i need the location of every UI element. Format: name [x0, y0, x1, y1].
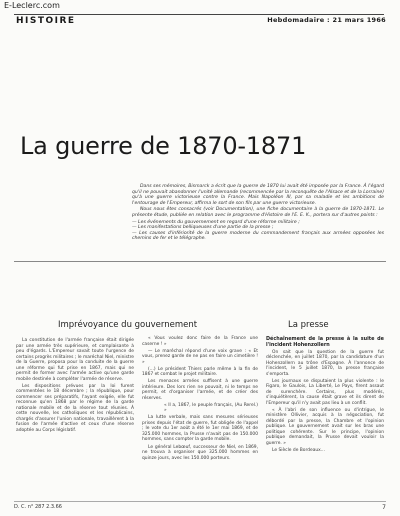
body-paragraph: (...) Le président Thiers parle même à la fin de 1867 et combat le projet militaire.	[142, 366, 258, 378]
body-quote: « Il a, 1867, le peuple français, (Au Rerel.) »	[164, 402, 258, 414]
body-paragraph: Les journaux se disputaient la plus violente : le Figaro, le Gaulois, La Liberté, Le Pays, firent assaut de surenchère. Certains, plus modérés, s'inquiétèrent, la cause était grave et ils dirent de l'Empereur qu'il n'y avait pas lieu à un conflit.	[266, 378, 384, 406]
right-section-heading: La presse	[288, 320, 329, 330]
page-number: 7	[382, 504, 386, 511]
section-lead: Déchaînement de la presse à la suite de l'incident Hohenzollern	[266, 336, 384, 348]
left-column-1	[16, 338, 134, 435]
issue-date: Hebdomadaire : 21 mars 1966	[267, 16, 386, 24]
body-paragraph: — Le maréchal répond d'une voix grave : « Et vous, prenez garde de ne pas en faire un cimetière ! »	[142, 348, 258, 365]
intro-list	[132, 220, 384, 242]
page-title: La guerre de 1870-1871	[20, 132, 307, 160]
right-column	[266, 336, 384, 455]
section-divider	[14, 261, 386, 262]
intro-paragraph: Nous nous êtes consacrés (voir Documentation), une fiche documentaire à la guerre de 1870-1871. Le présente étude, publiée en relation avec le programme d'Histoire de l'E. E. K., portera sur d'autres points :	[132, 207, 384, 218]
body-paragraph: La constitution de l'armée française était dirigée par une armée très supérieure, et complaisante à peu d'égards. L'Empereur savait toute l'urgence de certains progrès militaires ; le maréchal Niel, ministre de la Guerre, proposa pour la conduite de la guerre une réforme qui fut prise en 1867, mais qui ne permit de former avec l'armée active qu'une garde mobile destinée à compléter l'armée de réserve.	[16, 338, 134, 382]
section-label: HISTOIRE	[16, 16, 76, 26]
intro-bullet: — Les causes d'infériorité de la guerre moderne du commandement français aux armées opposées les chemins de fer et le télégraphe.	[132, 230, 384, 242]
body-paragraph: Le Siècle de Bordeaux...	[272, 447, 325, 453]
intro-bullet: — Les manifestations belliqueuses d'une partie de la presse ;	[132, 225, 274, 231]
left-column-2	[142, 336, 258, 463]
footer-rule	[14, 501, 386, 502]
body-paragraph: « Vous voulez donc faire de la France une caserne ! »	[142, 336, 258, 347]
body-paragraph: On sait que la question de la guerre fut déclenchée, en juillet 1870, par la candidature d'un Hohenzollern au trône d'Espagne. À l'annonce de l'incident, le 5 juillet 1870, la presse française s'emporta.	[266, 349, 384, 377]
site-watermark: E-Leclerc.com	[4, 1, 60, 10]
body-paragraph: Le général Lebœuf, successeur de Niel, en 1869, ne trouva à organiser que 325.000 hommes en quinze jours, avec les 150.000 porteurs.	[142, 444, 258, 461]
intro-paragraph: Dans ses mémoires, Bismarck a écrit que la guerre de 1870 lui avait été imposée par la France. À l'égard qu'il ne pouvait abandonner l'unité allemande (recommencée par la reconquête de l'Alsace et de la Lorraine) qu'à une guerre victorieuse contre la France. Mais Napoléon III, par sa maladie et les ambitions de l'entourage de l'Empereur, affirma le sort de son fils par une guerre victorieuse.	[132, 184, 384, 206]
body-paragraph: Les dispositions prévues par la loi furent commentées le 18 décembre ; la république, pour commencer ses préparatifs, l'ayant exigée, elle fut reconnue qu'en 1868 par le régime de la garde nationale mobile et de la réserve tout réunies. À cette nouvelle, les catholiques et les républicains, chargés d'assurer l'union nationale, travaillèrent à la fusion de l'armée d'active et ceux d'une réserve adoptée au Corps législatif.	[16, 383, 134, 433]
body-paragraph: La lutte verbale, mais sans mesures sérieuses prises depuis l'état de guerre, fut obligée de l'appel ; le vote du 1er août a été le 1er mai 1869, et de 325.000 hommes, la Prusse n'avait pas de 150.000 hommes, sans compter la garde mobile.	[142, 415, 258, 443]
intro-block	[132, 184, 384, 242]
left-section-heading: Imprévoyance du gouvernement	[58, 320, 198, 330]
intro-bullet: — Les événements du gouvernement en regard d'une réforme militaire ;	[132, 219, 300, 225]
body-paragraph: « À l'abri de son influence ou d'intrigue, le ministère Ollivier, acquis à la négociation, fut débordé par la presse, la Chambre et l'opinion publique. Le gouvernement avait sur les bras une politique cohérente. Sur le principe, l'opinion publique demandait, la Prusse devait vouloir la guerre. »	[266, 407, 384, 446]
body-paragraph: Les menaces armées suffisent à une guerre intérieure. Des lors rien ne pouvait, ni le temps ne permit, et d'organiser l'armée, et de créer des réserves.	[142, 379, 258, 401]
footer-reference: D. C. n° 287 2.3.66	[14, 504, 62, 510]
